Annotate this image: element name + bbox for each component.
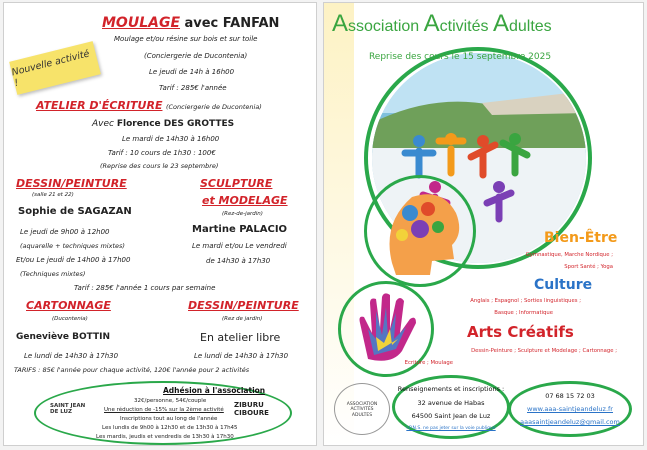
- culture-sub-1: Anglais ; Espagnol ; Sorties linguistiques ;: [470, 298, 581, 304]
- dessin2-teacher: En atelier libre: [200, 331, 281, 344]
- sculpture-title-1: SCULPTURE: [200, 177, 273, 190]
- ziburu-text: ZIBURU: [234, 401, 264, 409]
- renseignements-label: Renseignements et inscriptions :: [397, 385, 505, 393]
- association-title: [332, 12, 552, 36]
- sculpture-schedule-1: Le mardi et/ou Le vendredi: [192, 242, 287, 250]
- dessin2-title: DESSIN/PEINTURE: [188, 299, 299, 312]
- saint-jean-de-luz-logo: [50, 403, 86, 415]
- association-logo: [334, 383, 390, 435]
- dessin2-schedule: Le lundi de 14h30 à 17h30: [194, 352, 289, 360]
- title-letter-a1: A: [332, 10, 349, 37]
- bien-etre-sub-2: Sport Santé ; Yoga: [564, 264, 613, 270]
- ipns-notice: I.P.N.S. ne pas jeter sur la voie publique: [406, 426, 496, 431]
- website-link[interactable]: www.aaa-saintjeandeluz.fr: [527, 405, 613, 413]
- adhesion-hours-1: Les lundis de 9h00 à 12h30 et de 13h30 à 17h45: [102, 425, 238, 431]
- sculpture-room: (Rez-de-jardin): [222, 211, 263, 217]
- cartonnage-place: (Ducontenia): [52, 316, 88, 322]
- cartonnage-teacher: Geneviève BOTTIN: [16, 332, 111, 342]
- arts-sub-1: Dessin-Peinture ; Sculpture et Modelage ; Cartonnage ;: [471, 348, 617, 354]
- tarifs-line: TARIFS : 85€ l'année pour chaque activité, 120€ l'année pour 2 activités: [14, 366, 250, 374]
- atelier-title: ATELIER D'ÉCRITURE: [36, 99, 163, 112]
- arts-creatifs-heading: Arts Créatifs: [467, 323, 574, 341]
- adhesion-price: 32€/personne, 54€/couple: [134, 398, 207, 404]
- atelier-reprise: (Reprise des cours le 23 septembre): [100, 162, 219, 170]
- atelier-teacher: Florence DES GROTTES: [116, 119, 235, 129]
- adhesion-hours-2: Les mardis, jeudis et vendredis de 13h30 à 17h30: [96, 434, 234, 440]
- left-flyer: [3, 2, 317, 446]
- moulage-desc: Moulage et/ou résine sur bois et sur toile: [114, 35, 258, 43]
- arts-sub-2: Ecriture ; Moulage: [404, 360, 453, 366]
- brain-head-icon: [372, 183, 468, 279]
- bien-etre-heading: Bien-Être: [544, 230, 618, 246]
- reprise-date: Reprise des cours le 15 septembre 2025: [368, 52, 552, 62]
- title-word-3: dultes: [508, 18, 552, 35]
- sculpture-schedule-2: de 14h30 à 17h30: [206, 257, 271, 265]
- moulage-heading: [102, 16, 279, 30]
- moulage-teacher: avec FANFAN: [184, 16, 280, 31]
- tarif-line: Tarif : 285€ l'année 1 cours par semaine: [74, 284, 216, 292]
- culture-heading: Culture: [534, 277, 593, 293]
- painted-hand-icon: [346, 289, 426, 369]
- moulage-price: Tarif : 285€ l'année: [159, 84, 227, 92]
- sculpture-teacher: Martine PALACIO: [192, 224, 288, 235]
- atelier-schedule: Le mardi de 14h30 à 16h00: [122, 135, 220, 143]
- adhesion-inscriptions: Inscriptions tout au long de l'année: [120, 416, 218, 422]
- adhesion-title: Adhésion à l'association: [163, 386, 266, 395]
- atelier-price: Tarif : 10 cours de 1h30 : 100€: [108, 149, 216, 157]
- bien-etre-sub-1: Gymnastique, Marche Nordique ;: [525, 252, 613, 258]
- address-line-2: 64500 Saint Jean de Luz: [411, 412, 491, 420]
- email-link[interactable]: aaasaintjeandeluz@gmail.com: [520, 418, 620, 426]
- cartonnage-title: CARTONNAGE: [26, 299, 111, 312]
- atelier-place: (Conciergerie de Ducontenia): [165, 103, 262, 111]
- dessin-technique-2: (Techniques mixtes): [20, 270, 86, 278]
- culture-sub-2: Basque ; Informatique: [494, 310, 553, 316]
- address-line-1: 32 avenue de Habas: [417, 399, 485, 407]
- phone-number[interactable]: 07 68 15 72 03: [545, 392, 595, 400]
- dessin-technique-1: (aquarelle + techniques mixtes): [20, 242, 125, 250]
- dessin-title: DESSIN/PEINTURE: [16, 177, 127, 190]
- dessin-teacher: Sophie de SAGAZAN: [18, 206, 132, 217]
- atelier-heading: [36, 100, 262, 111]
- left-shade: [324, 3, 354, 446]
- dessin-schedule-2: Et/ou Le jeudi de 14h00 à 17h00: [16, 256, 131, 264]
- dessin2-room: (Rez de jardin): [222, 316, 263, 322]
- adhesion-discount: Une réduction de -15% sur la 2ème activité: [104, 407, 224, 413]
- title-word-2: ctivités: [439, 18, 493, 35]
- saint-jean-logo-text: SAINT JEAN DE LUZ: [50, 403, 86, 416]
- title-letter-a2: A: [423, 10, 440, 37]
- new-activity-text: Nouvelle activité !: [10, 48, 91, 90]
- dessin-room: (salle 21 et 22): [32, 192, 74, 198]
- ciboure-text: CIBOURE: [234, 409, 269, 418]
- atelier-with: Avec: [92, 119, 114, 129]
- title-letter-a3: A: [492, 10, 509, 37]
- new-activity-note: [9, 41, 101, 95]
- association-logo-text: ASSOCIATION ACTIVITÉS ADULTES: [346, 402, 378, 418]
- sculpture-title-2: et MODELAGE: [202, 194, 288, 207]
- moulage-title: MOULAGE: [102, 15, 181, 31]
- dessin-schedule-1: Le jeudi de 9h00 à 12h00: [20, 228, 110, 236]
- title-word-1: ssociation: [348, 18, 424, 35]
- moulage-schedule: Le jeudi de 14h à 16h00: [149, 68, 235, 76]
- atelier-teacher-line: [92, 120, 234, 129]
- moulage-place: (Conciergerie de Ducontenia): [144, 52, 248, 60]
- cartonnage-schedule: Le lundi de 14h30 à 17h30: [24, 352, 119, 360]
- right-flyer: [323, 2, 644, 446]
- ziburu-ciboure-logo: [234, 401, 269, 418]
